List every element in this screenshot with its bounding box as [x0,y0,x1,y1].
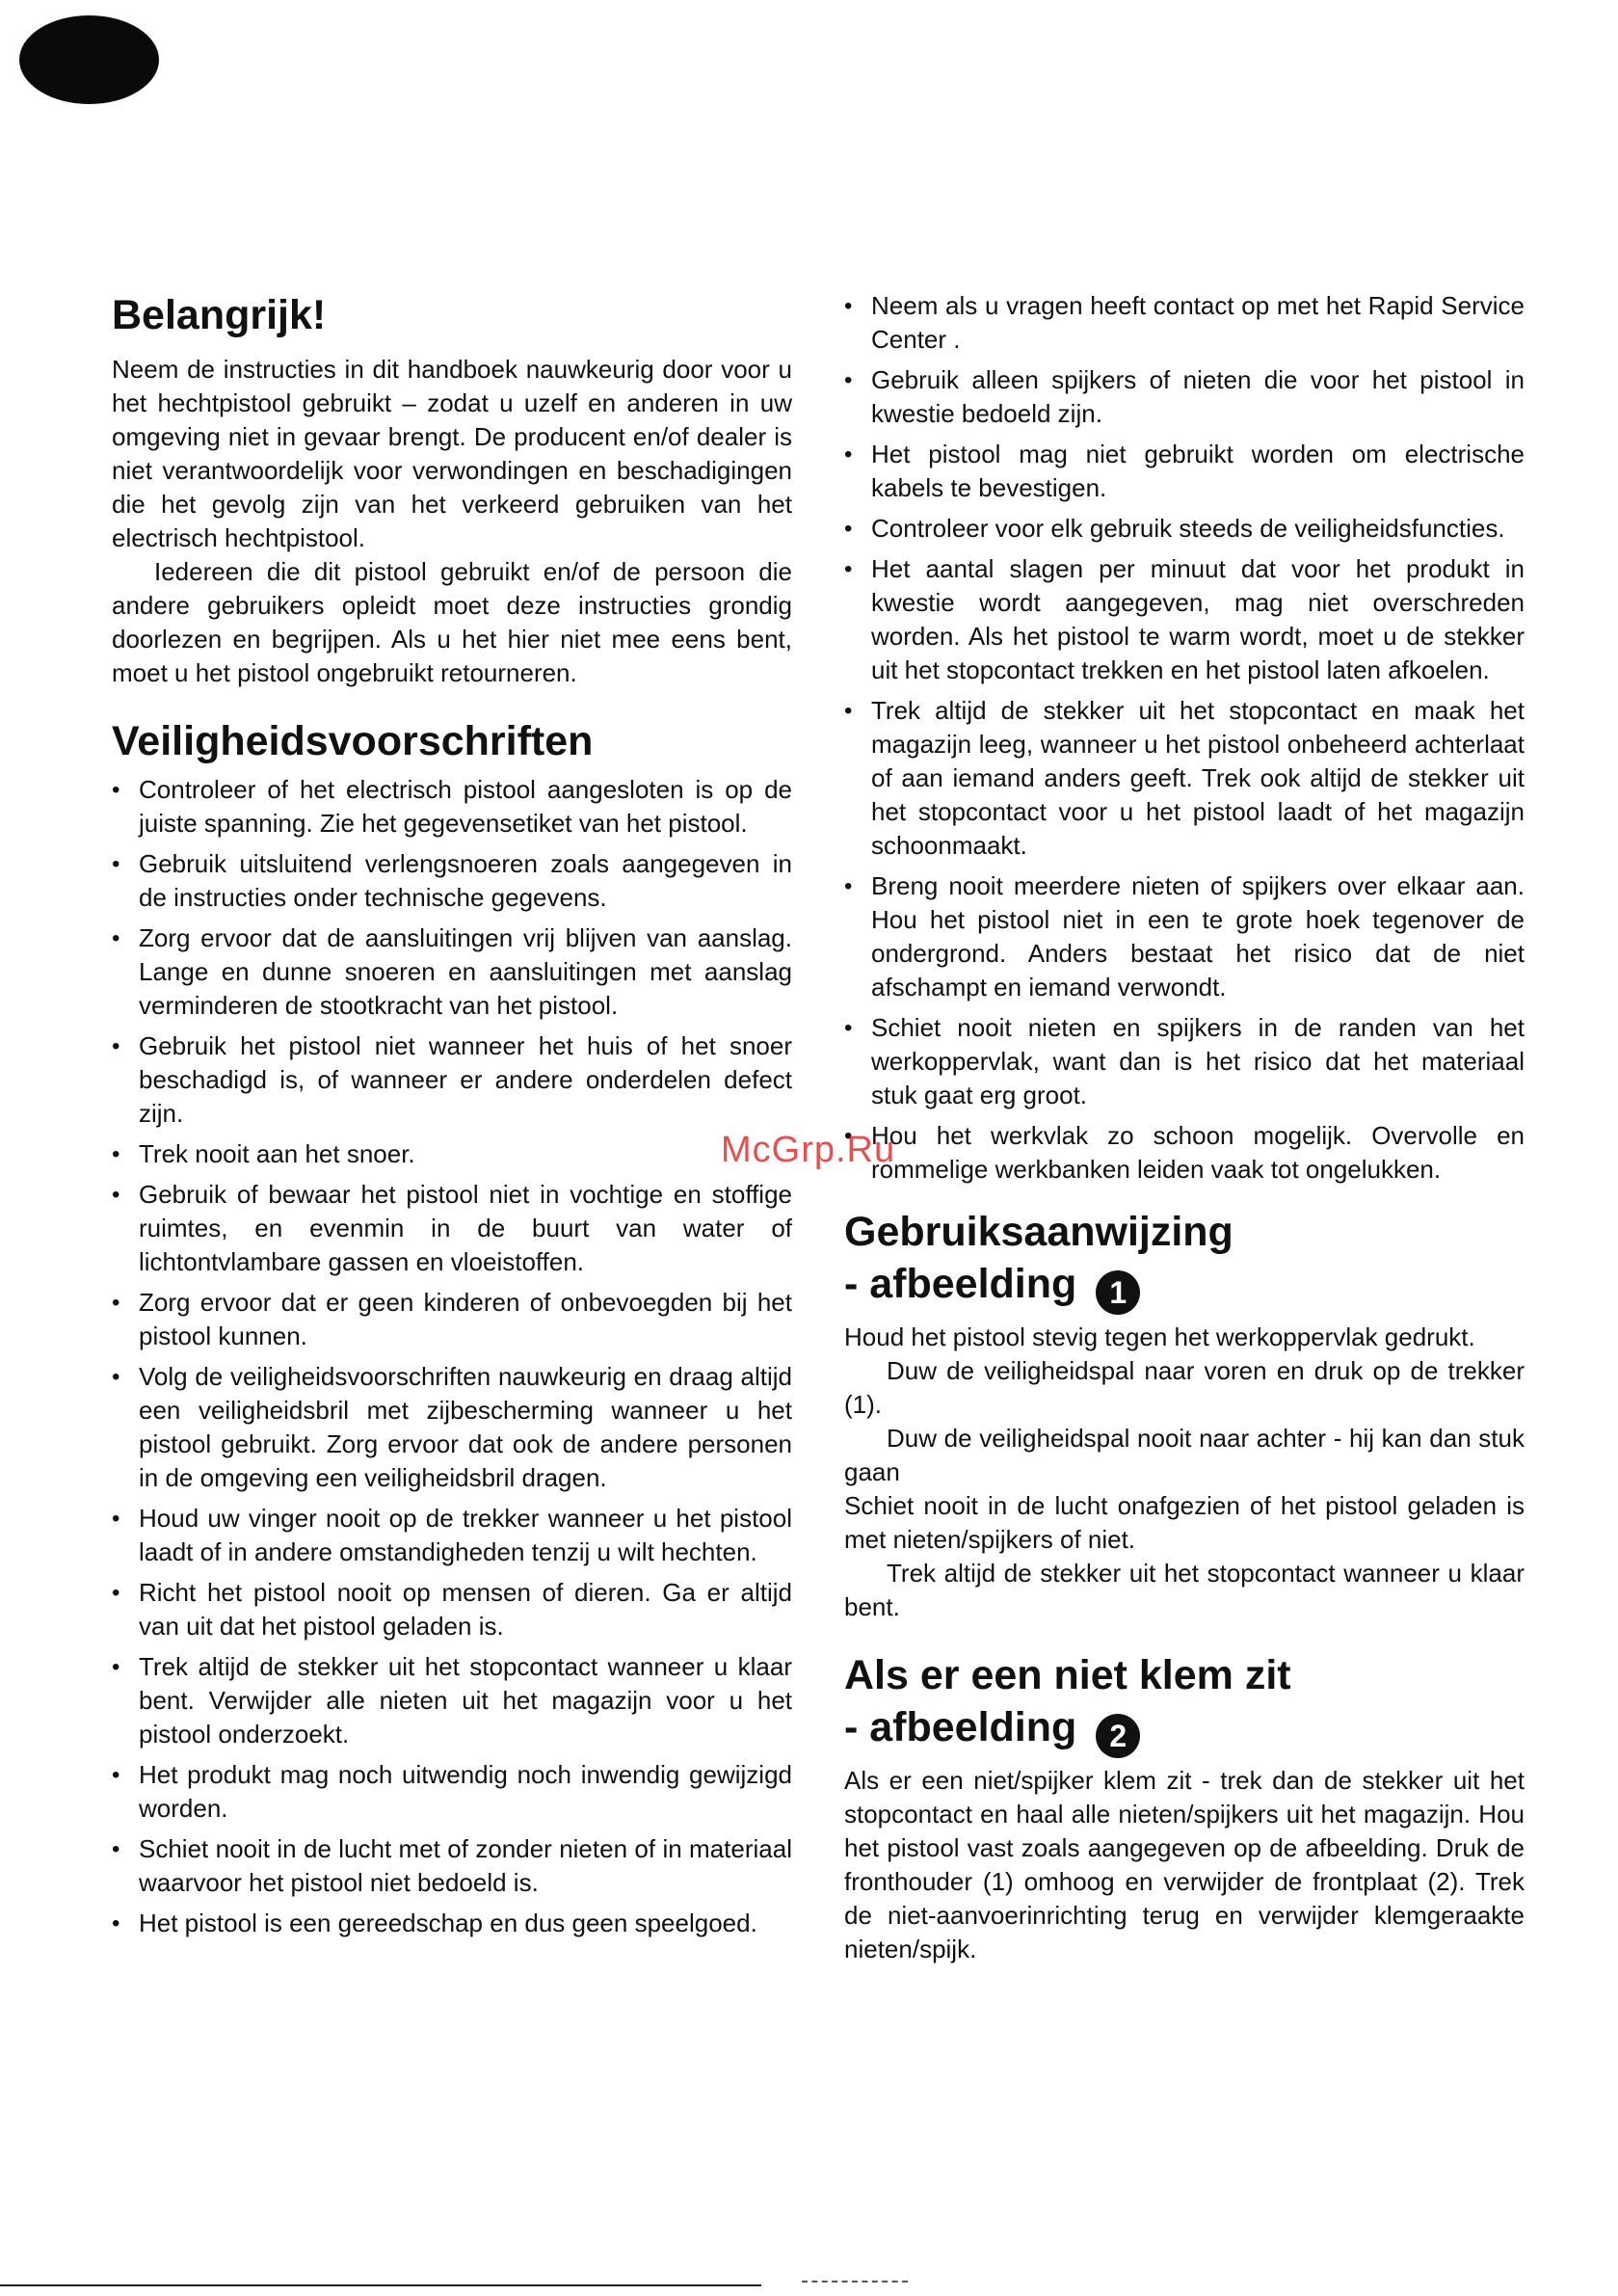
heading-line-2: - afbeelding [844,1261,1077,1307]
watermark-text: McGrp.Ru [721,1130,896,1170]
gebruik-paragraph-5: Trek altijd de stekker uit het stopcontact wanneer u klaar bent. [844,1559,1525,1621]
list-item: • Het pistool mag niet gebruikt worden om electrische kabels te bevestigen. [844,438,1525,505]
safety-list [112,773,792,1940]
belangrijk-paragraph-1: Neem de instructies in dit handboek nauwkeurig door voor u het hechtpistool gebruikt – zodat u uzelf en anderen in uw omgeving niet in gevaar brengt. De producent en/of dealer is niet verantwoordelijk voor verwondingen en beschadigingen die het gevolg zijn van het verkeerd gebruiken van het electrisch hechtpistool. [112,355,792,552]
list-item: • Het produkt mag noch uitwendig noch inwendig gewijzigd worden. [112,1758,792,1826]
list-item: • Hou het werkvlak zo schoon mogelijk. Overvolle en rommelige werkbanken leiden vaak tot ongelukken. [844,1119,1525,1187]
list-item: • Trek altijd de stekker uit het stopcontact en maak het magazijn leeg, wanneer u het pistool onbeheerd achterlaat of aan iemand anders geeft. Trek ook altijd de stekker uit het stopcontact voor u het pistool laadt of het magazijn schoonmaakt. [844,694,1525,863]
list-item: • Schiet nooit in de lucht met of zonder nieten of in materiaal waarvoor het pistool niet bedoeld is. [112,1832,792,1900]
gebruik-paragraph-4: Schiet nooit in de lucht onafgezien of het pistool geladen is met nieten/spijkers of niet. [844,1491,1525,1554]
heading-klem [844,1649,1525,1758]
list-item: • Richt het pistool nooit op mensen of dieren. Ga er altijd van uit dat het pistool geladen is. [112,1576,792,1643]
left-column [112,289,792,1947]
heading-line-1: Gebruiksaanwijzing [844,1209,1233,1255]
list-item: • Zorg ervoor dat er geen kinderen of onbevoegden bij het pistool kunnen. [112,1286,792,1353]
safety-list-continued [844,289,1525,1187]
list-item: • Schiet nooit nieten en spijkers in de randen van het werkoppervlak, want dan is het risico dat het materiaal stuk gaat erg groot. [844,1011,1525,1112]
page-tab-marker [19,15,159,104]
list-item: • Gebruik uitsluitend verlengsnoeren zoals aangegeven in de instructies onder technische gegevens. [112,847,792,915]
klem-paragraph-1: Als er een niet/spijker klem zit - trek dan de stekker uit het stopcontact en haal alle nieten/spijkers uit het magazijn. Hou het pistool vast zoals aangegeven op de afbeelding. Druk de fronthouder (1) omhoog en verwijder de frontplaat (2). Trek de niet-aanvoerinrichting terug en verwijder klemgeraakte nieten/spijk. [844,1766,1525,1963]
list-item: • Trek altijd de stekker uit het stopcontact wanneer u klaar bent. Verwijder alle nieten uit het magazijn voor u het pistool onderzoekt. [112,1650,792,1751]
list-item: • Controleer of het electrisch pistool aangesloten is op de juiste spanning. Zie het gegevensetiket van het pistool. [112,773,792,841]
list-item: • Breng nooit meerdere nieten of spijkers over elkaar aan. Hou het pistool niet in een te grote hoek tegenover de ondergrond. Anders bestaat het risico dat de niet afschampt en iemand verwondt. [844,869,1525,1004]
list-item: • Zorg ervoor dat de aansluitingen vrij blijven van aanslag. Lange en dunne snoeren en aansluitingen met aanslag verminderen de stootkracht van het pistool. [112,921,792,1023]
figure-number-badge: 2 [1096,1714,1140,1758]
list-item: • Controleer voor elk gebruik steeds de veiligheidsfuncties. [844,512,1525,546]
gebruik-paragraph-3: Duw de veiligheidspal nooit naar achter - hij kan dan stuk gaan [844,1424,1525,1486]
gebruik-paragraph-1: Houd het pistool stevig tegen het werkoppervlak gedrukt. [844,1322,1475,1351]
heading-line-1: Als er een niet klem zit [844,1652,1291,1698]
list-item: • Gebruik of bewaar het pistool niet in vochtige en stoffige ruimtes, en evenmin in de buurt van water of lichtontvlambare gassen en vloeistoffen. [112,1178,792,1279]
list-item: • Volg de veiligheidsvoorschriften nauwkeurig en draag altijd een veiligheidsbril met zijbescherming wanneer u het pistool gebruikt. Zorg ervoor dat ook de andere personen in de omgeving een veiligheidsbril dragen. [112,1360,792,1495]
heading-veiligheidsvoorschriften: Veiligheidsvoorschriften [112,718,594,764]
list-item: • Het aantal slagen per minuut dat voor het produkt in kwestie wordt aangegeven, mag niet overschreden worden. Als het pistool te warm wordt, moet u de stekker uit het stopcontact trekken en het pistool laten afkoelen. [844,552,1525,687]
gebruik-paragraph-2: Duw de veiligheidspal naar voren en druk op de trekker (1). [844,1356,1525,1419]
footer-mark [802,2281,908,2288]
list-item: • Houd uw vinger nooit op de trekker wanneer u het pistool laadt of in andere omstandigheden tenzij u wilt hechten. [112,1502,792,1569]
list-item: • Trek nooit aan het snoer. [112,1137,792,1171]
figure-number-badge: 1 [1096,1270,1140,1315]
right-column [844,289,1525,1966]
list-item: • Het pistool is een gereedschap en dus geen speelgoed. [112,1907,792,1940]
list-item: • Neem als u vragen heeft contact op met het Rapid Service Center . [844,289,1525,357]
heading-gebruiksaanwijzing [844,1206,1525,1315]
heading-belangrijk: Belangrijk! [112,292,327,338]
heading-line-2: - afbeelding [844,1704,1077,1750]
list-item: • Gebruik het pistool niet wanneer het huis of het snoer beschadigd is, of wanneer er andere onderdelen defect zijn. [112,1029,792,1131]
list-item: • Gebruik alleen spijkers of nieten die voor het pistool in kwestie bedoeld zijn. [844,363,1525,431]
belangrijk-paragraph-2: Iedereen die dit pistool gebruikt en/of de persoon die andere gebruikers opleidt moet deze instructies grondig doorlezen en begrijpen. Als u het hier niet mee eens bent, moet u het pistool ongebruikt retourneren. [112,557,792,687]
footer-rule [0,2284,761,2286]
